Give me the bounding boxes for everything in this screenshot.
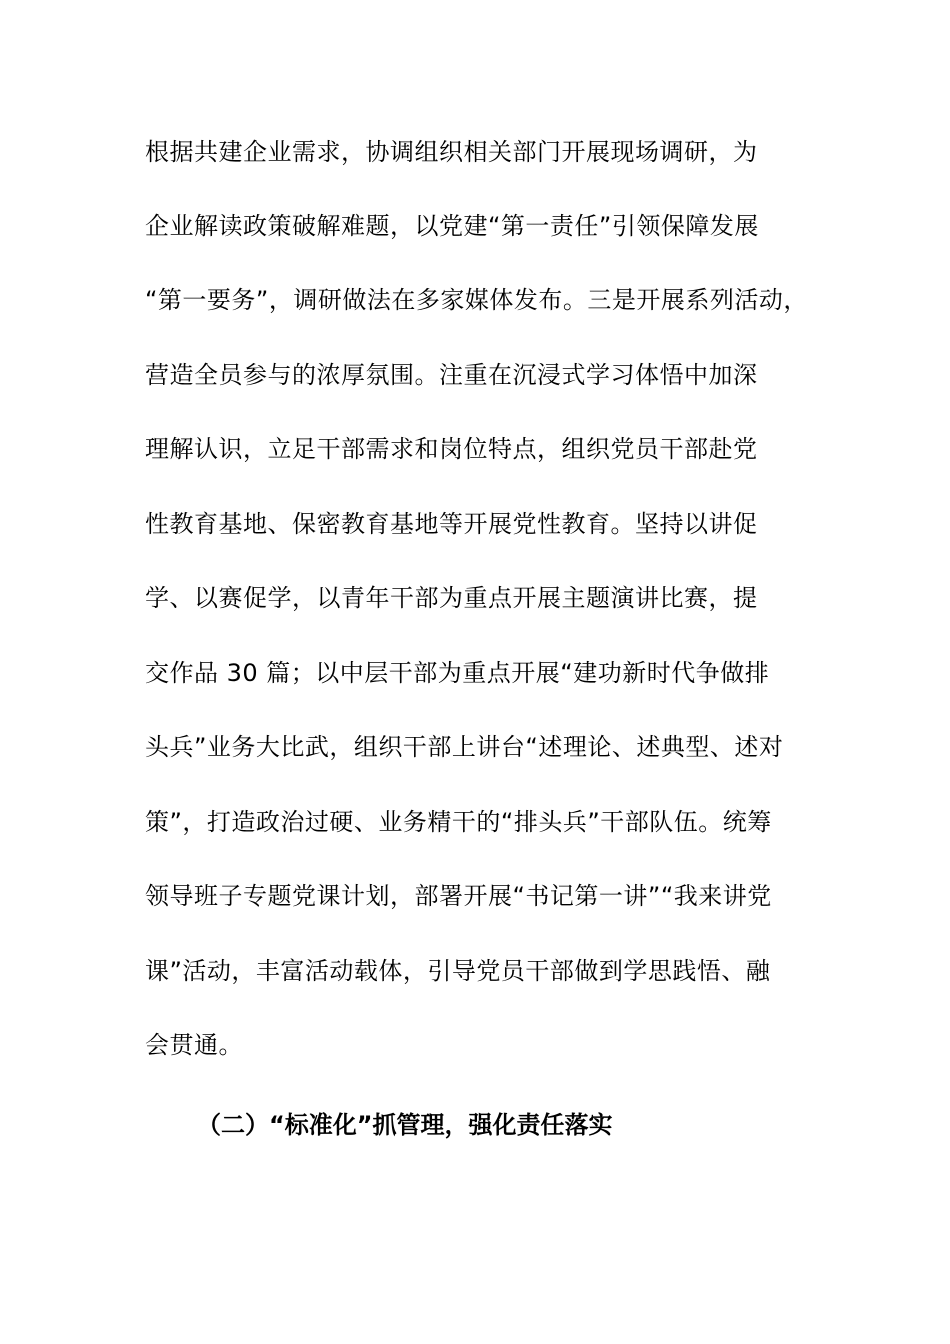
paragraph-line-9: 头兵”业务大比武，组织干部上讲台“述理论、述典型、述对 bbox=[145, 733, 784, 761]
paragraph-line-7: 学、以赛促学，以青年干部为重点开展主题演讲比赛，提 bbox=[145, 584, 758, 612]
paragraph-line-13: 会贯通。 bbox=[145, 1031, 243, 1059]
paragraph-line-2: 企业解读政策破解难题，以党建“第一责任”引领保障发展 bbox=[145, 212, 759, 240]
paragraph-line-6: 性教育基地、保密教育基地等开展党性教育。坚持以讲促 bbox=[145, 510, 758, 538]
paragraph-line-10: 策”，打造政治过硬、业务精干的“排头兵”干部队伍。统筹 bbox=[145, 808, 772, 836]
paragraph-line-4: 营造全员参与的浓厚氛围。注重在沉浸式学习体悟中加深 bbox=[145, 361, 758, 389]
paragraph-line-1: 根据共建企业需求，协调组织相关部门开展现场调研，为 bbox=[145, 138, 758, 166]
paragraph-line-11: 领导班子专题党课计划，部署开展“书记第一讲”“我来讲党 bbox=[145, 882, 772, 910]
paragraph-line-12: 课”活动，丰富活动载体，引导党员干部做到学思践悟、融 bbox=[145, 957, 771, 985]
paragraph-line-5: 理解认识，立足干部需求和岗位特点，组织党员干部赴党 bbox=[145, 435, 758, 463]
paragraph-line-3: “第一要务”，调研做法在多家媒体发布。三是开展系列活动， bbox=[145, 286, 808, 314]
paragraph-line-8: 交作品 30 篇；以中层干部为重点开展“建功新时代争做排 bbox=[145, 659, 770, 687]
section-heading: （二）“标准化”抓管理，强化责任落实 bbox=[197, 1111, 613, 1139]
